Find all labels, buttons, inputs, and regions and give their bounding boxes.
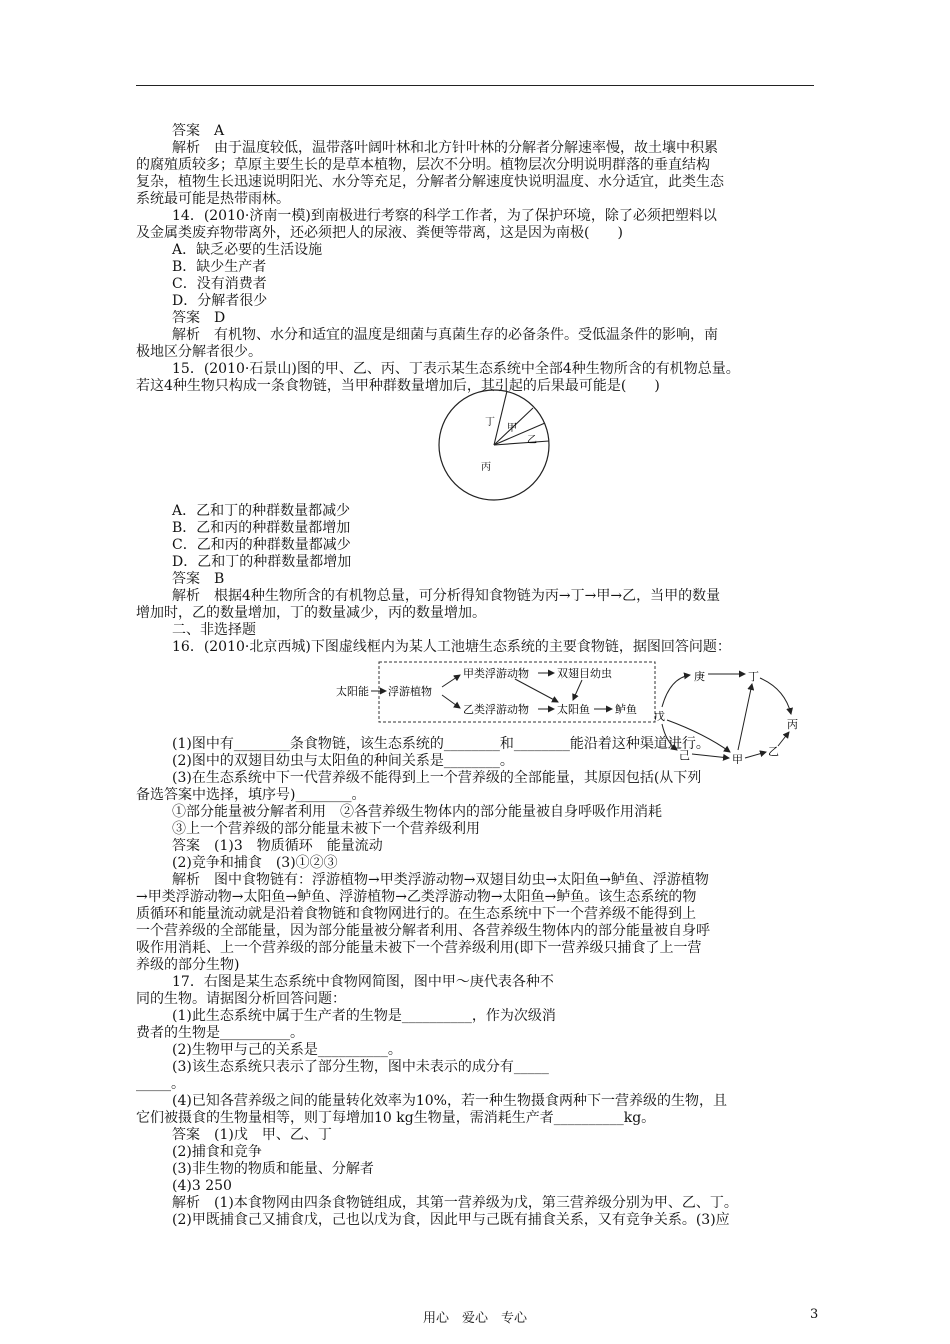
node-yilei: 乙类浮游动物 — [463, 703, 529, 716]
web-arrow-wu-jia — [667, 720, 730, 752]
food-chain-diagram — [330, 660, 660, 728]
web-arrow-jia-ding — [738, 684, 752, 750]
food-web-diagram — [650, 664, 810, 764]
text-line: 16．(2010·北京西城)下图虚线框内为某人工池塘生态系统的主要食物链，据图回答问题： — [172, 639, 731, 655]
text-line: 二、非选择题 — [172, 622, 256, 638]
pie-divider-1 — [494, 391, 507, 445]
web-arrow-wu-ji — [662, 724, 677, 750]
web-arrow-yi-bing — [778, 732, 789, 746]
web-node-jia: 甲 — [732, 753, 743, 764]
web-node-yi: 乙 — [768, 745, 779, 758]
text-line: 备选答案中选择，填序号)________。 — [136, 787, 366, 803]
web-arrow-ji-jia — [692, 754, 729, 758]
text-line: ①部分能量被分解者利用 ②各营养级生物体内的部分能量被自身呼吸作用消耗 — [172, 804, 662, 820]
node-taiyangneng: 太阳能 — [336, 685, 369, 698]
text-line: B．缺少生产者 — [172, 259, 267, 275]
text-line: 答案 (1)戊 甲、乙、丁 — [172, 1127, 332, 1143]
text-line: 解析 根据4种生物所含的有机物总量，可分析得知食物链为丙→丁→甲→乙，当甲的数量 — [172, 588, 721, 604]
text-line: (1)图中有________条食物链，该生态系统的________和________能沿着这种渠道进行。 — [172, 736, 710, 752]
text-line: 答案 A — [172, 123, 225, 139]
text-line: 复杂，植物生长迅速说明阳光、水分等充足，分解者分解速度快说明温度、水分适宜，此类生态 — [136, 174, 724, 190]
text-line: (4)3 250 — [172, 1178, 232, 1194]
pie-label-jia: 甲 — [507, 423, 517, 434]
pie-figure — [432, 383, 556, 507]
text-line: 极地区分解者很少。 — [136, 344, 262, 360]
text-line: (2)甲既捕食己又捕食戊，己也以戊为食，因此甲与己既有捕食关系，又有竞争关系。(3)应 — [172, 1212, 730, 1228]
text-line: D．乙和丁的种群数量都增加 — [172, 554, 352, 570]
page-number: 3 — [810, 1307, 819, 1322]
text-line: 及金属类废弃物带离外，还必须把人的尿液、粪便等带离，这是因为南极( ) — [136, 225, 623, 241]
text-line: 解析 由于温度较低，温带落叶阔叶林和北方针叶林的分解者分解速率慢，故土壤中积累 — [172, 140, 718, 156]
text-line: (3)在生态系统中下一代营养级不能得到上一个营养级的全部能量，其原因包括(从下列 — [172, 770, 702, 786]
text-line: 答案 D — [172, 310, 226, 326]
text-line: 答案 (1)3 物质循环 能量流动 — [172, 838, 383, 854]
text-line: 它们被摄食的生物量相等，则丁每增加10 kg生物量，需消耗生产者__________kg。 — [136, 1110, 656, 1126]
text-line: 吸作用消耗、上一个营养级的部分能量未被下一个营养级利用(即下一营养级只捕食了上一营 — [136, 940, 702, 956]
text-line: (3)非生物的物质和能量、分解者 — [172, 1161, 374, 1177]
text-line: (3)该生态系统只表示了部分生物，图中未表示的成分有_____ — [172, 1059, 549, 1075]
node-taiyangyu: 太阳鱼 — [557, 703, 590, 716]
text-line: _____。 — [136, 1076, 185, 1092]
footer-text: 用心 爱心 专心 — [422, 1311, 527, 1326]
text-line: 质循环和能量流动就是沿着食物链和食物网进行的。在生态系统中下一个营养级不能得到上 — [136, 906, 696, 922]
node-luyu: 鲈鱼 — [615, 703, 637, 716]
web-node-geng: 庚 — [694, 670, 705, 683]
text-line: C．乙和丙的种群数量都减少 — [172, 537, 351, 553]
text-line: 增加时，乙的数量增加，丁的数量减少，丙的数量增加。 — [136, 605, 486, 621]
text-line: (2)捕食和竞争 — [172, 1144, 262, 1160]
text-line: A．缺乏必要的生活设施 — [172, 242, 323, 258]
web-arrow-wu-geng — [662, 675, 690, 707]
text-line: 的腐殖质较多；草原主要生长的是草本植物，层次不分明。植物层次分明说明群落的垂直结构 — [136, 157, 710, 173]
text-line: 17．右图是某生态系统中食物网简图，图中甲～庚代表各种不 — [172, 974, 554, 990]
text-line: 解析 图中食物链有：浮游植物→甲类浮游动物→双翅目幼虫→太阳鱼→鲈鱼、浮游植物 — [172, 872, 709, 888]
text-line: 费者的生物是__________。 — [136, 1025, 304, 1041]
text-line: B．乙和丙的种群数量都增加 — [172, 520, 351, 536]
text-line: 同的生物。请据图分析回答问题： — [136, 991, 346, 1007]
text-line: 若这4种生物只构成一条食物链，当甲种群数量增加后，其引起的后果最可能是( ) — [136, 378, 660, 394]
text-line: 系统最可能是热带雨林。 — [136, 191, 290, 207]
text-line: 15．(2010·石景山)图的甲、乙、丙、丁表示某生态系统中全部4种生物所含的有机物总量。 — [172, 361, 740, 377]
web-arrow-ding-bing — [760, 678, 791, 714]
text-line: →甲类浮游动物→太阳鱼→鲈鱼、浮游植物→乙类浮游动物→太阳鱼→鲈鱼。该生态系统的物 — [136, 889, 697, 905]
arrow-shuangchi-taiyangyu — [573, 680, 582, 700]
web-arrow-jia-yi — [745, 752, 766, 758]
text-line: D．分解者很少 — [172, 293, 268, 309]
text-line: ③上一个营养级的部分能量未被下一个营养级利用 — [172, 821, 480, 837]
node-shuangchi: 双翅目幼虫 — [557, 667, 612, 680]
arrow-jia-taiyangyu — [515, 679, 558, 702]
web-node-wu: 戊 — [654, 710, 665, 723]
text-line: (2)竞争和捕食 (3)①②③ — [172, 855, 338, 871]
header-rule — [136, 85, 814, 86]
arrow-plant-jia — [442, 675, 460, 687]
pie-label-ding: 丁 — [485, 417, 495, 428]
text-line: (2)图中的双翅目幼虫与太阳鱼的种间关系是________。 — [172, 753, 514, 769]
web-node-bing: 丙 — [787, 718, 798, 731]
text-line: A．乙和丁的种群数量都减少 — [172, 503, 351, 519]
pie-label-bing: 丙 — [481, 462, 491, 473]
pie-label-yi: 乙 — [527, 435, 537, 446]
text-line: 解析 (1)本食物网由四条食物链组成，其第一营养级为戊，第三营养级分别为甲、乙、丁。 — [172, 1195, 738, 1211]
text-line: 答案 B — [172, 571, 225, 587]
web-node-ji: 己 — [679, 749, 690, 762]
text-line: C．没有消费者 — [172, 276, 267, 292]
text-line: (2)生物甲与己的关系是__________。 — [172, 1042, 402, 1058]
text-line: 养级的部分生物) — [136, 957, 240, 973]
web-node-ding: 丁 — [748, 670, 759, 683]
text-line: 14．(2010·济南一模)到南极进行考察的科学工作者，为了保护环境，除了必须把塑料以 — [172, 208, 717, 224]
text-line: 一个营养级的全部能量，因为部分能量被分解者利用、各营养级生物体内的部分能量被自身呼 — [136, 923, 710, 939]
text-line: 解析 有机物、水分和适宜的温度是细菌与真菌生存的必备条件。受低温条件的影响，南 — [172, 327, 718, 343]
node-jialei: 甲类浮游动物 — [463, 667, 529, 680]
text-line: (4)已知各营养级之间的能量转化效率为10%，若一种生物摄食两种下一营养级的生物，且 — [172, 1093, 727, 1109]
text-line: (1)此生态系统中属于生产者的生物是__________，作为次级消 — [172, 1008, 556, 1024]
node-fuyouzhiwu: 浮游植物 — [388, 685, 432, 698]
arrow-plant-yi — [442, 695, 460, 708]
